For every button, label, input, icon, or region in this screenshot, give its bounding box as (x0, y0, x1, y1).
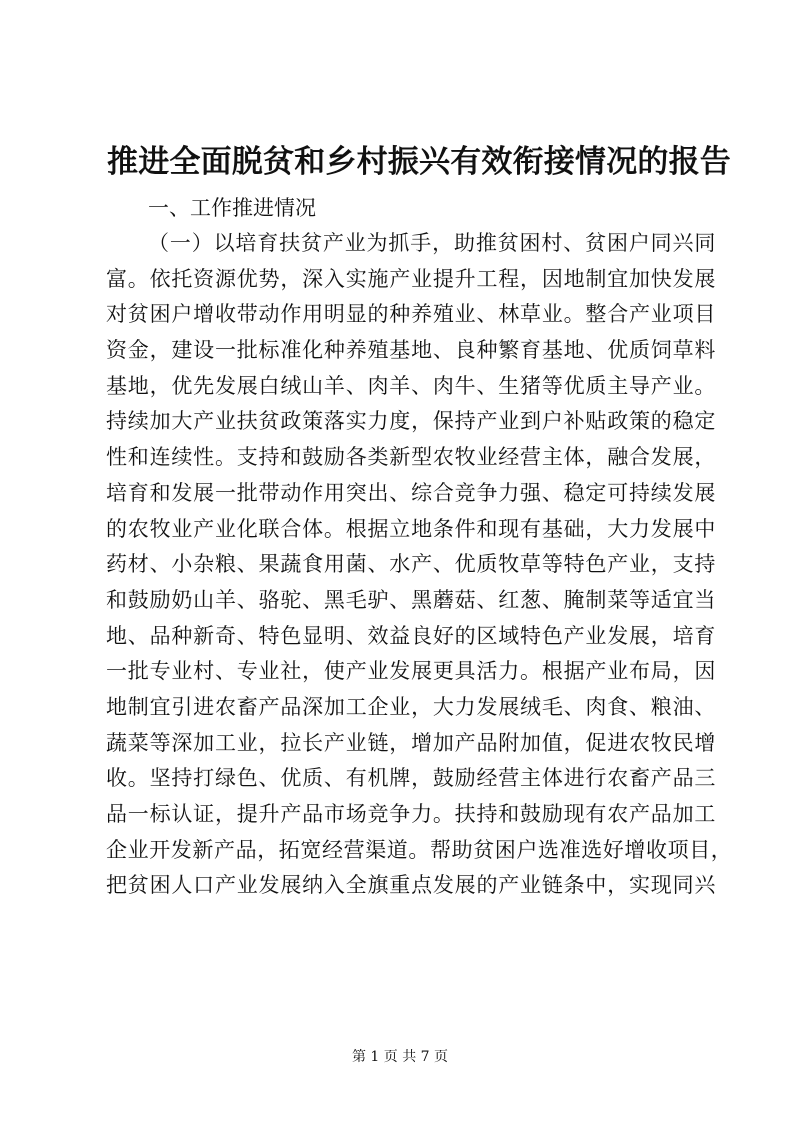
paragraph-line: 对贫困户增收带动作用明显的种养殖业、林草业。整合产业项目 (106, 302, 716, 327)
paragraph-line: 品一标认证，提升产品市场竞争力。扶持和鼓励现有农产品加工 (106, 802, 716, 826)
paragraph-line: 培育和发展一批带动作用突出、综合竞争力强、稳定可持续发展 (106, 480, 716, 505)
paragraph-line: 蔬菜等深加工业，拉长产业链，增加产品附加值，促进农牧民增 (106, 730, 716, 755)
paragraph-line: 和鼓励奶山羊、骆驼、黑毛驴、黑蘑菇、红葱、腌制菜等适宜当 (106, 587, 716, 612)
paragraph-line: 地制宜引进农畜产品深加工企业，大力发展绒毛、肉食、粮油、 (106, 694, 716, 719)
paragraph-line: 基地，优先发展白绒山羊、肉羊、肉牛、生猪等优质主导产业。 (106, 373, 716, 398)
paragraph-line: 性和连续性。支持和鼓励各类新型农牧业经营主体，融合发展， (106, 445, 716, 470)
paragraph-line: 的农牧业产业化联合体。根据立地条件和现有基础，大力发展中 (106, 516, 716, 541)
body-paragraph (106, 226, 733, 904)
section-heading: 一、工作推进情况 (148, 196, 316, 220)
paragraph-line: 企业开发新产品，拓宽经营渠道。帮助贫困户选准选好增收项目， (106, 837, 733, 862)
paragraph-line: 药材、小杂粮、果蔬食用菌、水产、优质牧草等特色产业，支持 (106, 552, 716, 577)
page-number-footer: 第 1 页 共 7 页 (351, 1049, 449, 1065)
paragraph-line: 一批专业村、专业社，使产业发展更具活力。根据产业布局，因 (106, 659, 716, 684)
paragraph-line: 持续加大产业扶贫政策落实力度，保持产业到户补贴政策的稳定 (106, 409, 716, 434)
document-title: 推进全面脱贫和乡村振兴有效衔接情况的报告 (107, 144, 731, 180)
paragraph-line: （一）以培育扶贫产业为抓手，助推贫困村、贫困户同兴同 (148, 231, 716, 255)
paragraph-line: 富。依托资源优势，深入实施产业提升工程，因地制宜加快发展 (106, 266, 716, 291)
paragraph-line: 把贫困人口产业发展纳入全旗重点发展的产业链条中，实现同兴 (106, 873, 716, 898)
paragraph-line: 收。坚持打绿色、优质、有机牌，鼓励经营主体进行农畜产品三 (106, 766, 716, 791)
paragraph-line: 地、品种新奇、特色显明、效益良好的区域特色产业发展，培育 (106, 623, 716, 648)
paragraph-line: 资金，建设一批标准化种养殖基地、良种繁育基地、优质饲草料 (106, 338, 716, 363)
